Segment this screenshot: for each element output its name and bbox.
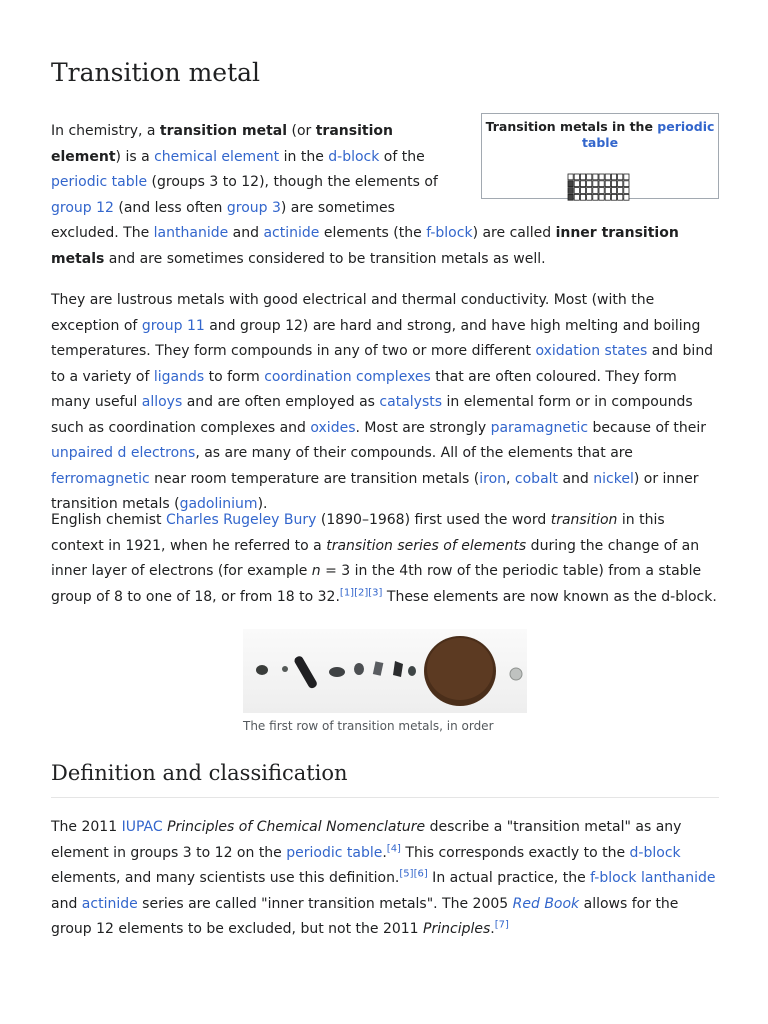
intro-section — [51, 119, 719, 272]
text: . — [382, 844, 387, 861]
periodic-table-cell — [599, 174, 604, 180]
link-lanthanide[interactable]: lanthanide — [640, 870, 716, 886]
text: and bind to a variety of — [51, 343, 714, 385]
text: English chemist — [51, 512, 166, 528]
citation — [399, 868, 427, 879]
citation-link-2[interactable]: [2] — [354, 586, 369, 598]
periodic-table-cell — [624, 174, 629, 180]
link-unpaired-d-electrons[interactable]: unpaired d electrons — [51, 445, 196, 461]
text: ) or inner transition metals ( — [51, 470, 699, 512]
periodic-table-cell — [580, 181, 585, 187]
text: near room temperature are transition metals ( — [149, 470, 480, 487]
text: , — [506, 470, 515, 487]
link-alloys[interactable]: alloys — [141, 394, 183, 410]
properties-paragraph — [51, 288, 719, 518]
citation-link-1[interactable]: [1] — [339, 586, 355, 598]
link-iron[interactable]: iron — [479, 470, 507, 487]
periodic-table-cell — [580, 174, 585, 180]
periodic-table-cell — [624, 194, 629, 200]
text: in elemental form or in compounds such as coordination complexes and — [51, 394, 693, 436]
periodic-table-cell — [599, 188, 604, 194]
link-actinide[interactable]: actinide — [263, 225, 320, 241]
link-actinide[interactable]: actinide — [81, 895, 138, 912]
periodic-table-icon — [567, 173, 633, 207]
italic-term: transition — [550, 512, 618, 528]
history-paragraph — [51, 508, 719, 610]
periodic-table-cell — [605, 174, 610, 180]
periodic-table-cell — [574, 181, 579, 187]
periodic-table-cell — [611, 188, 616, 194]
link-periodic-table[interactable]: periodic table — [286, 844, 383, 861]
infobox-caption-text: Transition metals in the — [485, 119, 653, 134]
text: in this context in 1921, when he referred to a — [51, 512, 665, 554]
figure — [243, 629, 527, 734]
periodic-table-cell — [618, 188, 623, 194]
link-catalysts[interactable]: catalysts — [379, 394, 443, 410]
text: because of their — [588, 419, 707, 436]
transition-metals-photo[interactable] — [243, 629, 527, 713]
text: allows for the group 12 elements to be excluded, but not the 2011 — [51, 895, 679, 937]
link-chemical-element[interactable]: chemical element — [154, 148, 280, 165]
text: (and less often — [113, 199, 227, 216]
link-f-block[interactable]: f-block — [426, 225, 473, 241]
text: describe a "transition metal" as any element in groups 3 to 12 on the — [51, 819, 682, 861]
page-title: Transition metal — [51, 58, 261, 87]
periodic-table-cell — [605, 188, 610, 194]
citation — [495, 919, 509, 930]
citation — [387, 843, 401, 854]
text: The 2011 — [51, 819, 122, 835]
citation — [340, 587, 383, 598]
text: elements, and many scientists use this definition. — [51, 870, 400, 886]
link-f-block[interactable]: f-block — [590, 870, 637, 886]
link-oxidation-states[interactable]: oxidation states — [535, 343, 648, 359]
text: and are sometimes considered to be transition metals as well. — [104, 250, 546, 267]
text: (1890–1968) first used the word — [316, 512, 551, 528]
link-group-11[interactable]: group 11 — [141, 317, 205, 334]
periodic-table-cell — [611, 181, 616, 187]
link-cobalt[interactable]: cobalt — [514, 470, 559, 487]
italic-title: Principles of Chemical Nomenclature — [167, 819, 426, 835]
infobox-caption — [482, 119, 718, 151]
periodic-table-cell — [599, 181, 604, 187]
periodic-table-cell — [611, 174, 616, 180]
periodic-table-cell — [611, 194, 616, 200]
link-oxides[interactable]: oxides — [310, 419, 356, 436]
text: elements (the — [319, 225, 427, 241]
bold-term: transition metal — [159, 123, 288, 139]
text: This corresponds exactly to the — [400, 844, 630, 861]
periodic-table-cell — [624, 188, 629, 194]
link-iupac[interactable]: IUPAC — [121, 819, 163, 835]
text: . — [490, 921, 495, 937]
citation-link-5[interactable]: [5] — [399, 868, 414, 880]
text: ) is a — [115, 148, 155, 165]
link-coordination-complexes[interactable]: coordination complexes — [264, 368, 431, 385]
text: These elements are now known as the d-block. — [382, 588, 717, 605]
infobox — [481, 113, 719, 199]
link-charles-rugeley-bury[interactable]: Charles Rugeley Bury — [165, 512, 317, 528]
text: in the — [279, 148, 329, 165]
periodic-table-cell — [587, 181, 592, 187]
citation-link-6[interactable]: [6] — [413, 868, 428, 880]
periodic-table-cell — [587, 194, 592, 200]
periodic-table-cell — [568, 174, 573, 180]
periodic-table-cell — [574, 188, 579, 194]
text: (or — [287, 123, 316, 139]
text: and — [558, 470, 594, 487]
citation-link-7[interactable]: [7] — [494, 919, 509, 931]
link-d-block[interactable]: d-block — [629, 844, 681, 861]
section-heading: Definition and classification — [51, 761, 719, 798]
text: to form — [204, 368, 265, 385]
periodic-table-cell — [574, 174, 579, 180]
text: In chemistry, a — [51, 123, 160, 139]
periodic-table-cell — [587, 188, 592, 194]
text: that are often coloured. They form many useful — [51, 368, 677, 410]
periodic-table-cell — [593, 188, 598, 194]
periodic-table-cell — [624, 181, 629, 187]
periodic-table-cell — [605, 194, 610, 200]
text: ). — [257, 496, 268, 512]
text: , as are many of their compounds. All of the elements that are — [195, 445, 633, 461]
text: . Most are strongly — [355, 419, 491, 436]
periodic-table-cell — [593, 194, 598, 200]
text: (groups 3 to 12), though the elements of — [147, 174, 438, 190]
link-red-book[interactable]: Red Book — [512, 895, 580, 912]
link-ferromagnetic[interactable]: ferromagnetic — [51, 470, 150, 487]
periodic-table-cell — [593, 174, 598, 180]
italic-term: transition series of elements — [326, 537, 527, 554]
periodic-table-cell — [580, 188, 585, 194]
text: = 3 in the 4th row of the periodic table) from a stable group of 8 to one of 18, or from 18 to 32. — [51, 563, 702, 605]
periodic-table-cell — [587, 174, 592, 180]
periodic-table-cell — [568, 194, 573, 200]
text: In actual practice, the — [427, 870, 591, 886]
periodic-table-cell — [568, 188, 573, 194]
figure-caption: The first row of transition metals, in order — [243, 719, 494, 733]
periodic-table-cell — [618, 194, 623, 200]
periodic-table-cell — [599, 194, 604, 200]
text: series are called "inner transition metals". The 2005 — [137, 895, 513, 912]
text: during the change of an inner layer of electrons (for example — [51, 537, 700, 579]
definition-paragraph — [51, 815, 719, 943]
text: of the — [379, 148, 425, 165]
link-lanthanide[interactable]: lanthanide — [153, 225, 229, 241]
text: and — [51, 895, 82, 912]
italic-title: Principles — [423, 921, 491, 937]
periodic-table-cell — [593, 181, 598, 187]
text: and are often employed as — [182, 394, 380, 410]
link-group-3[interactable]: group 3 — [226, 199, 281, 216]
periodic-table-cell — [574, 194, 579, 200]
citation-link-3[interactable]: [3] — [368, 586, 383, 598]
infobox-periodic-table-link[interactable]: periodic table — [581, 119, 715, 150]
periodic-table-cell — [618, 174, 623, 180]
link-d-block[interactable]: d-block — [328, 148, 380, 165]
text: ) are called — [472, 225, 556, 241]
link-gadolinium[interactable]: gadolinium — [179, 496, 258, 512]
periodic-table-cell — [568, 181, 573, 187]
text: They are lustrous metals with good electrical and thermal conductivity. Most (with the exception of — [51, 292, 655, 334]
periodic-table-cell — [605, 181, 610, 187]
text: and — [228, 225, 264, 241]
periodic-table-cell — [580, 194, 585, 200]
periodic-table-cell — [618, 181, 623, 187]
italic-variable: n — [311, 563, 321, 579]
text: and group 12) are hard and strong, and have high melting and boiling temperatures. They form compounds in any of two or more different — [51, 317, 701, 359]
link-group-12[interactable]: group 12 — [51, 199, 114, 216]
link-nickel[interactable]: nickel — [593, 470, 634, 487]
link-periodic-table[interactable]: periodic table — [51, 174, 148, 190]
text: ) are sometimes excluded. The — [51, 199, 395, 241]
bold-term: inner transition metals — [51, 225, 679, 267]
link-ligands[interactable]: ligands — [153, 368, 205, 385]
bold-term: transition element — [51, 123, 393, 165]
citation-link-4[interactable]: [4] — [386, 842, 401, 854]
link-paramagnetic[interactable]: paramagnetic — [490, 419, 589, 436]
